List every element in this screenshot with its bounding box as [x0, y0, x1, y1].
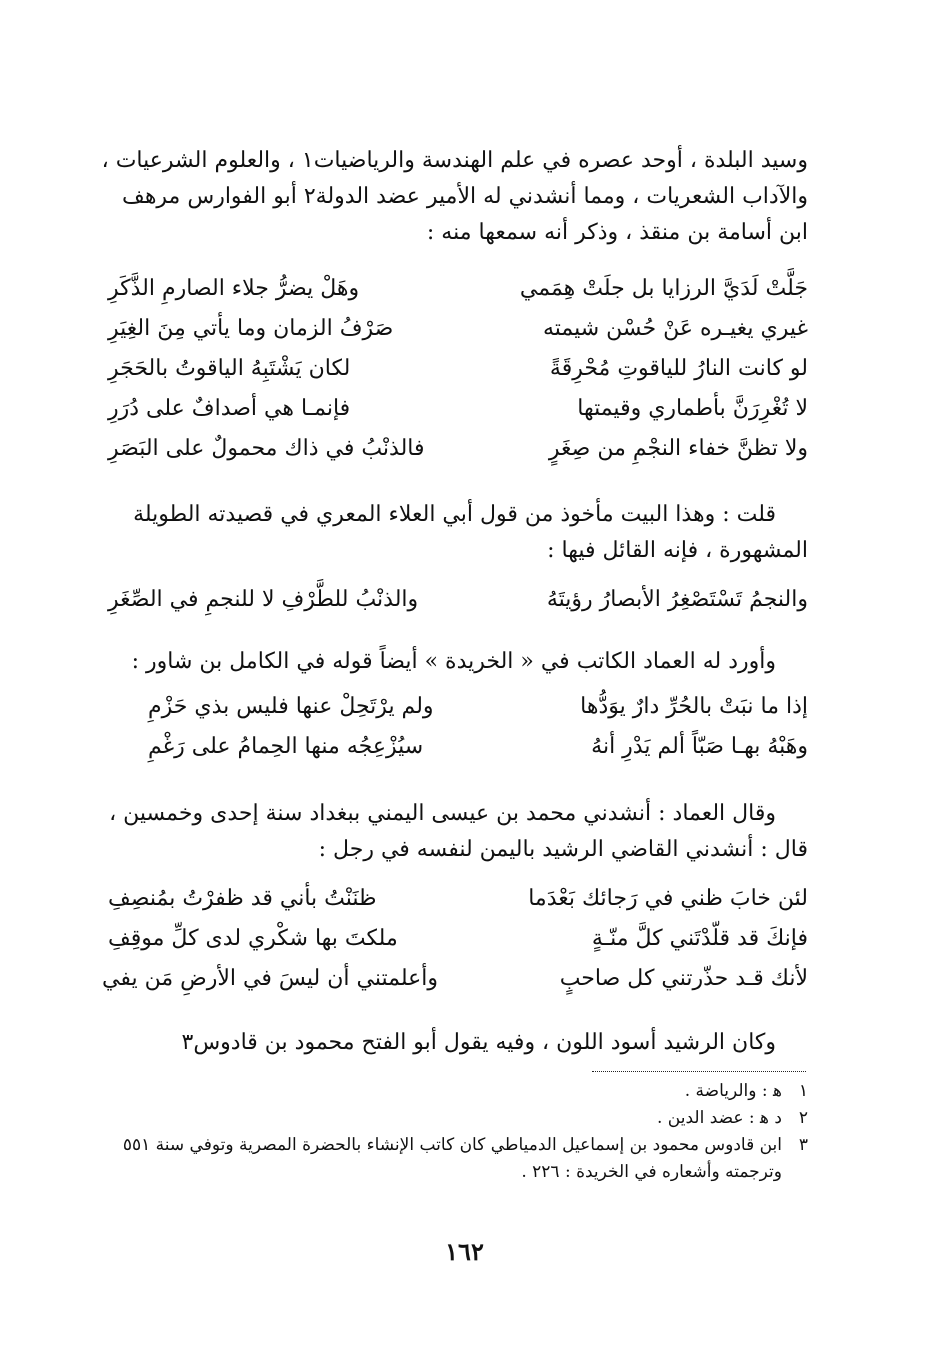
text-line: وأورد له العماد الكاتب في « الخريدة » أيضاً قوله في الكامل بن شاور :	[131, 649, 776, 674]
hemistich-first: فإنكَ قد قلّدْتَني كلَّ منّـةٍ	[591, 926, 808, 951]
verse	[108, 734, 808, 774]
verse	[108, 436, 808, 476]
verse	[108, 886, 808, 926]
paragraph-intro	[101, 143, 808, 251]
text-line: وكان الرشيد أسود اللون ، وفيه يقول أبو الفتح محمود بن قادوس٣	[181, 1030, 776, 1055]
text-line: قلت : وهذا البيت مأخوذ من قول أبي العلاء المعري في قصيدته الطويلة	[133, 502, 776, 527]
hemistich-second: فإنمـا هي أصدافٌ على دُرَرِ	[108, 396, 351, 421]
footnote-number: ١	[798, 1081, 808, 1101]
text-line: والآداب الشعريات ، ومما أنشدني له الأمير عضد الدولة٢ أبو الفوارس مرهف	[122, 184, 808, 209]
hemistich-first: جَلَّتْ لَدَيَّ الرزايا بل جلَتْ هِمَمي	[519, 276, 808, 301]
footnote-text: وترجمته وأشعاره في الخريدة : ٢٢٦ .	[521, 1162, 782, 1182]
footnote-2	[112, 1105, 808, 1132]
verse	[108, 396, 808, 436]
hemistich-second: ولم يرْتَحِلْ عنها فليس بذي حَزْمِ	[148, 694, 434, 719]
hemistich-second: ظنَنْتُ بأني قد ظفرْتُ بمُنصِفِ	[108, 886, 377, 911]
hemistich-first: وهَبْهُ بهـا صَبّاً ألم يَدْرِ أنهُ	[591, 734, 808, 759]
footnote-number: ٢	[798, 1108, 808, 1128]
hemistich-first: ولا تظنَّ خفاء النجْمِ من صِغَرٍ	[548, 436, 808, 461]
poem-3	[108, 694, 808, 774]
verse	[108, 316, 808, 356]
footnote-3	[112, 1132, 808, 1186]
page-number: ١٦٢	[445, 1237, 484, 1266]
verse	[108, 276, 808, 316]
poem-4	[102, 886, 808, 1006]
hemistich-second: وأعلمتني أن ليسَ في الأرضِ مَن يفي	[102, 966, 438, 991]
hemistich-second: والذنْبُ للطَّرْفِ لا للنجمِ في الصِّغَرِ	[108, 587, 419, 612]
hemistich-second: وهَلْ يضرُّ جلاء الصارمِ الذَّكَرِ	[108, 276, 360, 301]
paragraph-imad	[109, 796, 808, 868]
footnote-separator	[592, 1071, 806, 1072]
text-line: ابن أسامة بن منقذ ، وذكر أنه سمعها منه :	[426, 220, 808, 245]
hemistich-first: إذا ما نبَتْ بالحُرِّ دارٌ يوَدُّها	[580, 694, 808, 719]
footnote-text: ﻫ : والرياضة .	[684, 1081, 782, 1101]
hemistich-second: ملكتَ بها شكْري لدى كلِّ موقِفِ	[108, 926, 398, 951]
verse	[108, 694, 808, 734]
footnote-text: ابن قادوس محمود بن إسماعيل الدمياطي كان كاتب الإنشاء بالحضرة المصرية وتوفي سنة ٥٥١	[122, 1135, 782, 1155]
hemistich-first: لأنك قـد حذّرتني كل صاحبٍ	[559, 966, 808, 991]
hemistich-second: لكان يَشْتَبِهُ الياقوتُ بالحَجَرِ	[108, 356, 351, 381]
paragraph-rashid	[112, 1025, 808, 1061]
paragraph-kharida	[112, 644, 808, 680]
hemistich-first: والنجمُ تَسْتَصْغِرُ الأبصارُ رؤيتَهُ	[546, 587, 808, 612]
text-line: وسيد البلدة ، أوحد عصره في علم الهندسة والرياضيات١ ، والعلوم الشرعيات ،	[101, 148, 808, 173]
verse	[102, 966, 808, 1006]
hemistich-second: صَرْفُ الزمان وما يأتي مِنَ الغِيَرِ	[108, 316, 394, 341]
text-line: قال : أنشدني القاضي الرشيد باليمن لنفسه في رجل :	[318, 837, 808, 862]
poem-1	[108, 276, 808, 476]
text-line: وقال العماد : أنشدني محمد بن عيسى اليمني ببغداد سنة إحدى وخمسين ،	[109, 801, 776, 826]
hemistich-first: لا تُغْرِرَنَّ بأطماري وقيمتها	[577, 396, 808, 421]
footnote-number: ٣	[798, 1135, 808, 1155]
footnote-text: د ﻫ : عضد الدين .	[657, 1108, 782, 1128]
footnote-1	[112, 1078, 808, 1105]
poem-2	[108, 587, 808, 627]
hemistich-first: لئن خابَ ظني في رَجائك بَعْدَما	[528, 886, 808, 911]
verse	[108, 926, 808, 966]
verse	[108, 587, 808, 627]
paragraph-comment	[112, 497, 808, 569]
text-line: المشهورة ، فإنه القائل فيها :	[547, 538, 808, 563]
hemistich-first: غيري يغيـره عَنْ حُسْن شيمته	[542, 316, 808, 341]
hemistich-second: فالذنْبُ في ذاك محمولٌ على البَصَرِ	[108, 436, 425, 461]
verse	[108, 356, 808, 396]
footnotes	[112, 1078, 808, 1186]
hemistich-second: سيُزْعِجُه منها الحِمامُ على رَغْمِ	[148, 734, 424, 759]
hemistich-first: لو كانت النارُ للياقوتِ مُحْرِقَةً	[549, 356, 808, 381]
